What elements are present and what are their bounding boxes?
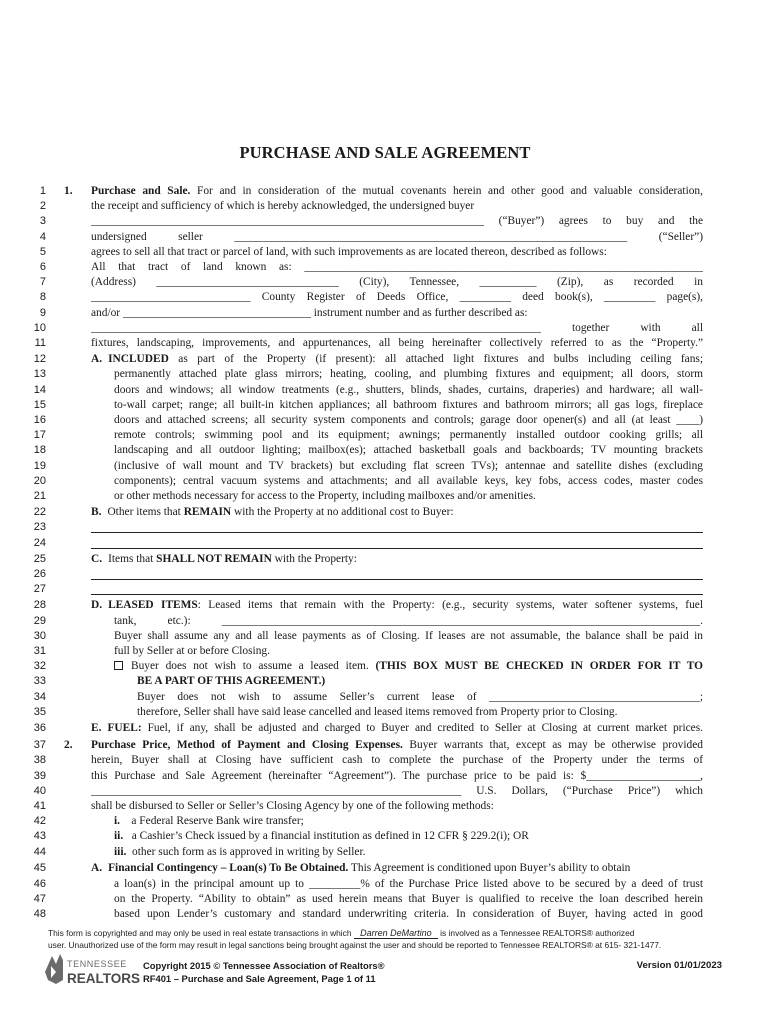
line-number: 28 <box>33 599 46 612</box>
line-number: 11 <box>34 337 46 349</box>
line-number: 4 <box>39 230 46 243</box>
line-number: 22 <box>33 506 46 519</box>
document-line <box>0 845 770 860</box>
line-text: permanently attached plate glass mirrors; heating, cooling, and plumbing fixtures and equipment; all doors, storm <box>114 368 703 381</box>
document-line <box>0 814 770 829</box>
document-line <box>0 413 770 428</box>
line-number: 8 <box>39 291 46 304</box>
line-number: 13 <box>33 368 46 381</box>
document-line <box>0 275 770 290</box>
document-line <box>0 829 770 844</box>
document-line <box>0 629 770 644</box>
line-text: _____________________________________________________________________ (“Buyer”) agrees to buy and the <box>91 215 703 228</box>
copyright-line: Copyright 2015 © Tennessee Association of Realtors® <box>143 960 385 971</box>
section-number: 2. <box>64 739 73 752</box>
document-line <box>0 769 770 784</box>
notice-text-2: is involved as a Tennessee REALTORS® authorized <box>440 928 635 938</box>
document-line <box>0 892 770 907</box>
document-line <box>0 582 770 597</box>
line-text: the receipt and sufficiency of which is hereby acknowledged, the undersigned buyer <box>91 200 475 213</box>
document-line <box>0 705 770 720</box>
line-text: or other methods necessary for access to the Property, including mailboxes and/or amenities. <box>114 490 536 502</box>
form-identifier: RF401 – Purchase and Sale Agreement, Page 1 of 11 <box>143 973 376 984</box>
document-line <box>0 367 770 382</box>
line-number: 19 <box>33 459 46 472</box>
line-text: A. Financial Contingency – Loan(s) To Be Obtained. This Agreement is conditioned upon Buyer’s ability to obtain <box>91 861 631 874</box>
copyright-notice-line1 <box>48 928 634 939</box>
line-number: 20 <box>33 474 46 487</box>
line-number: 30 <box>33 629 46 642</box>
line-text: ii. a Cashier’s Check issued by a financial institution as defined in 12 CFR § 229.2(i); OR <box>114 830 529 843</box>
line-text: doors and attached screens; all security system components and controls; garage door opener(s) and all (at least ____) <box>114 414 703 426</box>
line-text: Buyer does not wish to assume Seller’s current lease of _____________________________________; <box>137 690 703 703</box>
document-line <box>0 336 770 351</box>
line-number: 17 <box>33 429 46 442</box>
document-line <box>0 489 770 504</box>
document-line <box>0 784 770 799</box>
form-version: Version 01/01/2023 <box>636 960 722 971</box>
line-number: 43 <box>33 830 46 843</box>
line-text: iii. other such form as is approved in writing by Seller. <box>114 845 366 858</box>
document-line <box>0 428 770 443</box>
blank-entry-line[interactable] <box>91 582 703 595</box>
line-text: this Purchase and Sale Agreement (hereinafter “Agreement”). The purchase price to be paid is: $____________________, <box>91 769 703 782</box>
line-text: _________________________________________________________________ U.S. Dollars, (“Purchase Price”) which <box>91 784 703 797</box>
blank-entry-line[interactable] <box>91 567 703 580</box>
line-number: 15 <box>33 398 46 411</box>
line-number: 47 <box>33 893 46 906</box>
line-text: herein, Buyer shall at Closing have sufficient cash to complete the purchase of the Property under the terms of <box>91 754 703 767</box>
line-text: landscaping and all outdoor lighting; mailbox(es); attached basketball goals and backboards; TV mounting brackets <box>114 444 703 457</box>
line-number: 2 <box>39 200 46 213</box>
line-number: 12 <box>33 353 46 366</box>
line-text: E. FUEL: Fuel, if any, shall be adjusted and charged to Buyer and credited to Seller at Closing at current market prices. <box>91 722 703 734</box>
document-line <box>0 690 770 705</box>
line-number: 42 <box>33 815 46 828</box>
line-text: agrees to sell all that tract or parcel of land, with such improvements as are located thereon, described as follows: <box>91 245 607 258</box>
document-line <box>0 306 770 321</box>
line-number: 10 <box>33 321 46 334</box>
line-number: 29 <box>33 614 46 627</box>
line-number: 16 <box>33 414 46 426</box>
document-line <box>0 644 770 659</box>
line-number: 45 <box>33 861 46 874</box>
line-number: 34 <box>33 690 46 703</box>
line-number: 31 <box>33 645 46 657</box>
line-text: full by Seller at or before Closing. <box>114 645 270 657</box>
document-line <box>0 383 770 398</box>
line-number: 6 <box>39 261 46 273</box>
line-text: a loan(s) in the principal amount up to _________% of the Purchase Price listed above to be secured by a deed of trust <box>114 878 703 890</box>
line-number: 48 <box>33 908 46 921</box>
document-line <box>0 199 770 214</box>
document-line <box>0 520 770 535</box>
document-line <box>0 799 770 814</box>
notice-text: This form is copyrighted and may only be used in real estate transactions in which <box>48 928 352 938</box>
document-line <box>0 214 770 229</box>
document-line <box>0 443 770 458</box>
line-text: ____________________________ County Register of Deeds Office, _________ deed book(s), _________ page(s), <box>91 291 703 304</box>
line-number: 36 <box>33 722 46 734</box>
document-line <box>0 321 770 336</box>
document-line <box>0 907 770 922</box>
document-line <box>0 753 770 768</box>
blank-entry-line[interactable] <box>91 536 703 549</box>
line-number: 35 <box>33 705 46 718</box>
document-line <box>0 738 770 753</box>
line-text: and/or _________________________________ instrument number and as further described as: <box>91 306 528 319</box>
document-line <box>0 659 770 674</box>
line-text: based upon Lender’s customary and standard underwriting criteria. In consideration of Buyer, having acted in good <box>114 908 703 921</box>
line-text: remote controls; swimming pool and its equipment; awnings; permanently installed outdoor cooking grills; all <box>114 429 703 442</box>
line-text: doors and windows; all window treatments (e.g., shutters, blinds, shades, curtains, draperies) and hardware; all wall- <box>114 383 703 396</box>
document-line <box>0 230 770 245</box>
document-line <box>0 536 770 551</box>
document-line <box>0 260 770 275</box>
line-text: _______________________________________________________________________________ together with all <box>91 321 703 334</box>
line-text: C. Items that SHALL NOT REMAIN with the Property: <box>91 552 357 565</box>
line-number: 7 <box>39 276 46 289</box>
line-text: (inclusive of wall mount and TV brackets) but excluding flat screen TVs); antennae and satellite dishes (excluding <box>114 459 703 472</box>
document-line <box>0 861 770 876</box>
line-number: 23 <box>33 521 46 534</box>
line-text: Purchase Price, Method of Payment and Closing Expenses. Buyer warrants that, except as may be otherwise provided <box>91 739 703 752</box>
line-number: 40 <box>33 784 46 797</box>
line-number: 3 <box>39 215 46 228</box>
document-line <box>0 614 770 629</box>
line-number: 24 <box>33 536 46 549</box>
line-number: 44 <box>33 845 46 858</box>
line-number: 26 <box>33 568 46 580</box>
line-number: 9 <box>39 306 46 319</box>
document-line <box>0 352 770 367</box>
document-line <box>0 474 770 489</box>
line-number: 25 <box>33 552 46 565</box>
line-text: Buyer does not wish to assume a leased item. (THIS BOX MUST BE CHECKED IN ORDER FOR IT TO <box>114 659 703 674</box>
line-text: Buyer shall assume any and all lease payments as of Closing. If leases are not assumable, the balance shall be paid in <box>114 629 703 642</box>
line-number: 38 <box>33 754 46 767</box>
line-number: 41 <box>33 800 46 812</box>
document-line <box>0 459 770 474</box>
line-text: A. INCLUDED as part of the Property (if present): all attached light fixtures and bulbs including ceiling fans; <box>91 353 703 366</box>
line-text: shall be disbursed to Seller or Seller’s Closing Agency by one of the following methods: <box>91 800 494 812</box>
line-text: B. Other items that REMAIN with the Property at no additional cost to Buyer: <box>91 506 454 519</box>
document-line <box>0 552 770 567</box>
document-title: PURCHASE AND SALE AGREEMENT <box>239 143 531 162</box>
document-line <box>0 505 770 520</box>
document-line <box>0 674 770 689</box>
section-number: 1. <box>64 185 73 197</box>
line-number: 37 <box>33 739 46 752</box>
line-text: i. a Federal Reserve Bank wire transfer; <box>114 815 304 828</box>
line-text: BE A PART OF THIS AGREEMENT.) <box>137 675 326 688</box>
line-number: 1 <box>39 185 46 197</box>
line-number: 46 <box>33 878 46 890</box>
line-text: D. LEASED ITEMS: Leased items that remain with the Property: (e.g., security systems, water softener systems, fuel <box>91 599 704 612</box>
line-text: All that tract of land known as: ______________________________________________________________________ <box>91 261 703 273</box>
line-text: to-wall carpet; range; all built-in kitchen appliances; all bathroom fixtures and bathroom mirrors; all gas logs, fireplace <box>114 398 703 411</box>
line-text: therefore, Seller shall have said lease cancelled and leased items removed from Property prior to Closing. <box>137 705 618 718</box>
line-text: (Address) ________________________________ (City), Tennessee, __________ (Zip), as recorded in <box>91 276 703 289</box>
document-line <box>0 398 770 413</box>
logo-text-realtors: REALTORS <box>67 971 141 986</box>
line-number: 32 <box>33 660 46 673</box>
line-text: tank, etc.): ____________________________________________________________________________________. <box>114 614 703 627</box>
document-line <box>0 184 770 199</box>
line-text: fixtures, landscaping, improvements, and appurtenances, all being hereinafter collectively referred to as the “Property.” <box>91 337 703 349</box>
line-number: 18 <box>33 444 46 457</box>
tennessee-realtors-logo <box>42 950 141 990</box>
line-number: 5 <box>39 245 46 258</box>
line-number: 33 <box>33 675 46 688</box>
line-number: 39 <box>33 769 46 782</box>
line-number: 21 <box>33 490 46 502</box>
copyright-notice-line2: user. Unauthorized use of the form may result in legal sanctions being brought against the user and should be reported to Tennessee REALTORS® at 615- 321-1477. <box>48 940 662 950</box>
logo-text-tennessee: TENNESSEE <box>67 959 127 969</box>
document-line <box>0 567 770 582</box>
blank-entry-line[interactable] <box>91 520 703 533</box>
document-line <box>0 598 770 613</box>
line-text: components); central vacuum systems and attachments; and all available keys, key fobs, access codes, master codes <box>114 474 703 487</box>
document-line <box>0 877 770 892</box>
document-line <box>0 290 770 305</box>
line-number: 14 <box>33 383 46 396</box>
line-text: on the Property. “Ability to obtain” as used herein means that Buyer is qualified to receive the loan described herein <box>114 893 703 906</box>
document-line <box>0 245 770 260</box>
line-number: 27 <box>33 583 46 596</box>
line-text: undersigned seller _____________________________________________________________________ (“Seller”) <box>91 230 703 243</box>
authorized-user-name: Darren DeMartino <box>354 928 438 939</box>
document-line <box>0 721 770 736</box>
line-text: Purchase and Sale. For and in consideration of the mutual covenants herein and other good and valuable consideration, <box>91 185 703 197</box>
